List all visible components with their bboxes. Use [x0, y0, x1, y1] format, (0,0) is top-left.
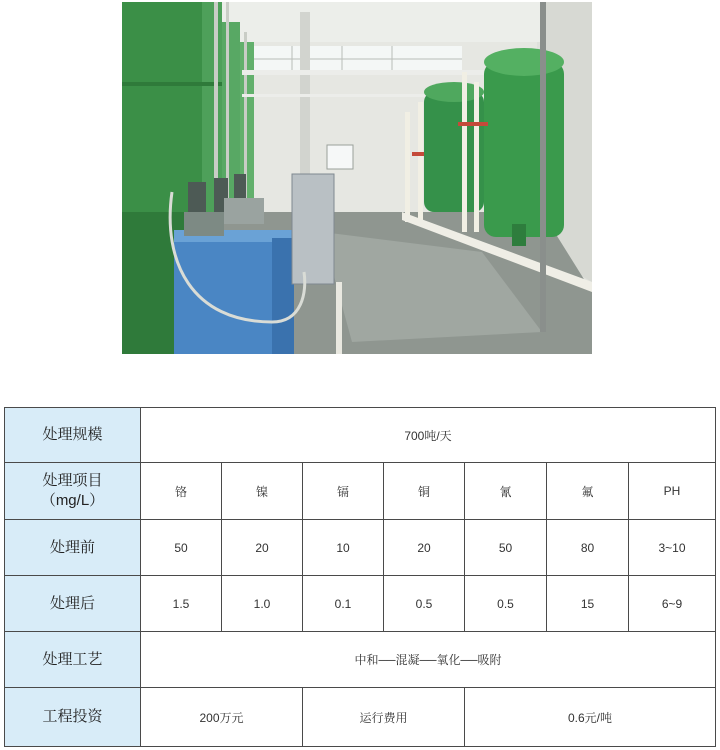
- before-cell: 50: [465, 520, 547, 576]
- after-cell: 0.5: [384, 576, 465, 632]
- items-label: [5, 463, 141, 520]
- item-cell: 氰: [465, 463, 547, 520]
- plant-photo: [122, 2, 592, 354]
- items-label-line1: 处理项目: [42, 472, 103, 489]
- scale-label: 处理规模: [5, 408, 141, 463]
- before-cell: 50: [141, 520, 222, 576]
- investment-label: 工程投资: [5, 688, 141, 747]
- process-label: 处理工艺: [5, 632, 141, 688]
- after-cell: 6~9: [629, 576, 716, 632]
- before-cell: 3~10: [629, 520, 716, 576]
- item-cell: 铬: [141, 463, 222, 520]
- row-after: [5, 576, 716, 632]
- row-before: [5, 520, 716, 576]
- before-cell: 20: [222, 520, 303, 576]
- items-label-line2: （mg/L）: [40, 492, 105, 509]
- after-cell: 0.5: [465, 576, 547, 632]
- before-cell: 10: [303, 520, 384, 576]
- scale-value: 700吨/天: [141, 408, 716, 463]
- plant-photo-illustration: [122, 2, 592, 354]
- item-cell: PH: [629, 463, 716, 520]
- row-process: [5, 632, 716, 688]
- operating-cost-value: 0.6元/吨: [465, 688, 716, 747]
- item-cell: 氟: [547, 463, 629, 520]
- before-cell: 80: [547, 520, 629, 576]
- before-cell: 20: [384, 520, 465, 576]
- investment-value: 200万元: [141, 688, 303, 747]
- row-items: [5, 463, 716, 520]
- after-cell: 1.5: [141, 576, 222, 632]
- item-cell: 铜: [384, 463, 465, 520]
- process-value: 中和──混凝──氧化──吸附: [141, 632, 716, 688]
- after-cell: 1.0: [222, 576, 303, 632]
- row-investment: [5, 688, 716, 747]
- after-cell: 0.1: [303, 576, 384, 632]
- row-scale: [5, 408, 716, 463]
- item-cell: 镉: [303, 463, 384, 520]
- before-label: 处理前: [5, 520, 141, 576]
- item-cell: 镍: [222, 463, 303, 520]
- treatment-spec-table: [4, 407, 716, 747]
- after-label: 处理后: [5, 576, 141, 632]
- operating-cost-label: 运行费用: [303, 688, 465, 747]
- after-cell: 15: [547, 576, 629, 632]
